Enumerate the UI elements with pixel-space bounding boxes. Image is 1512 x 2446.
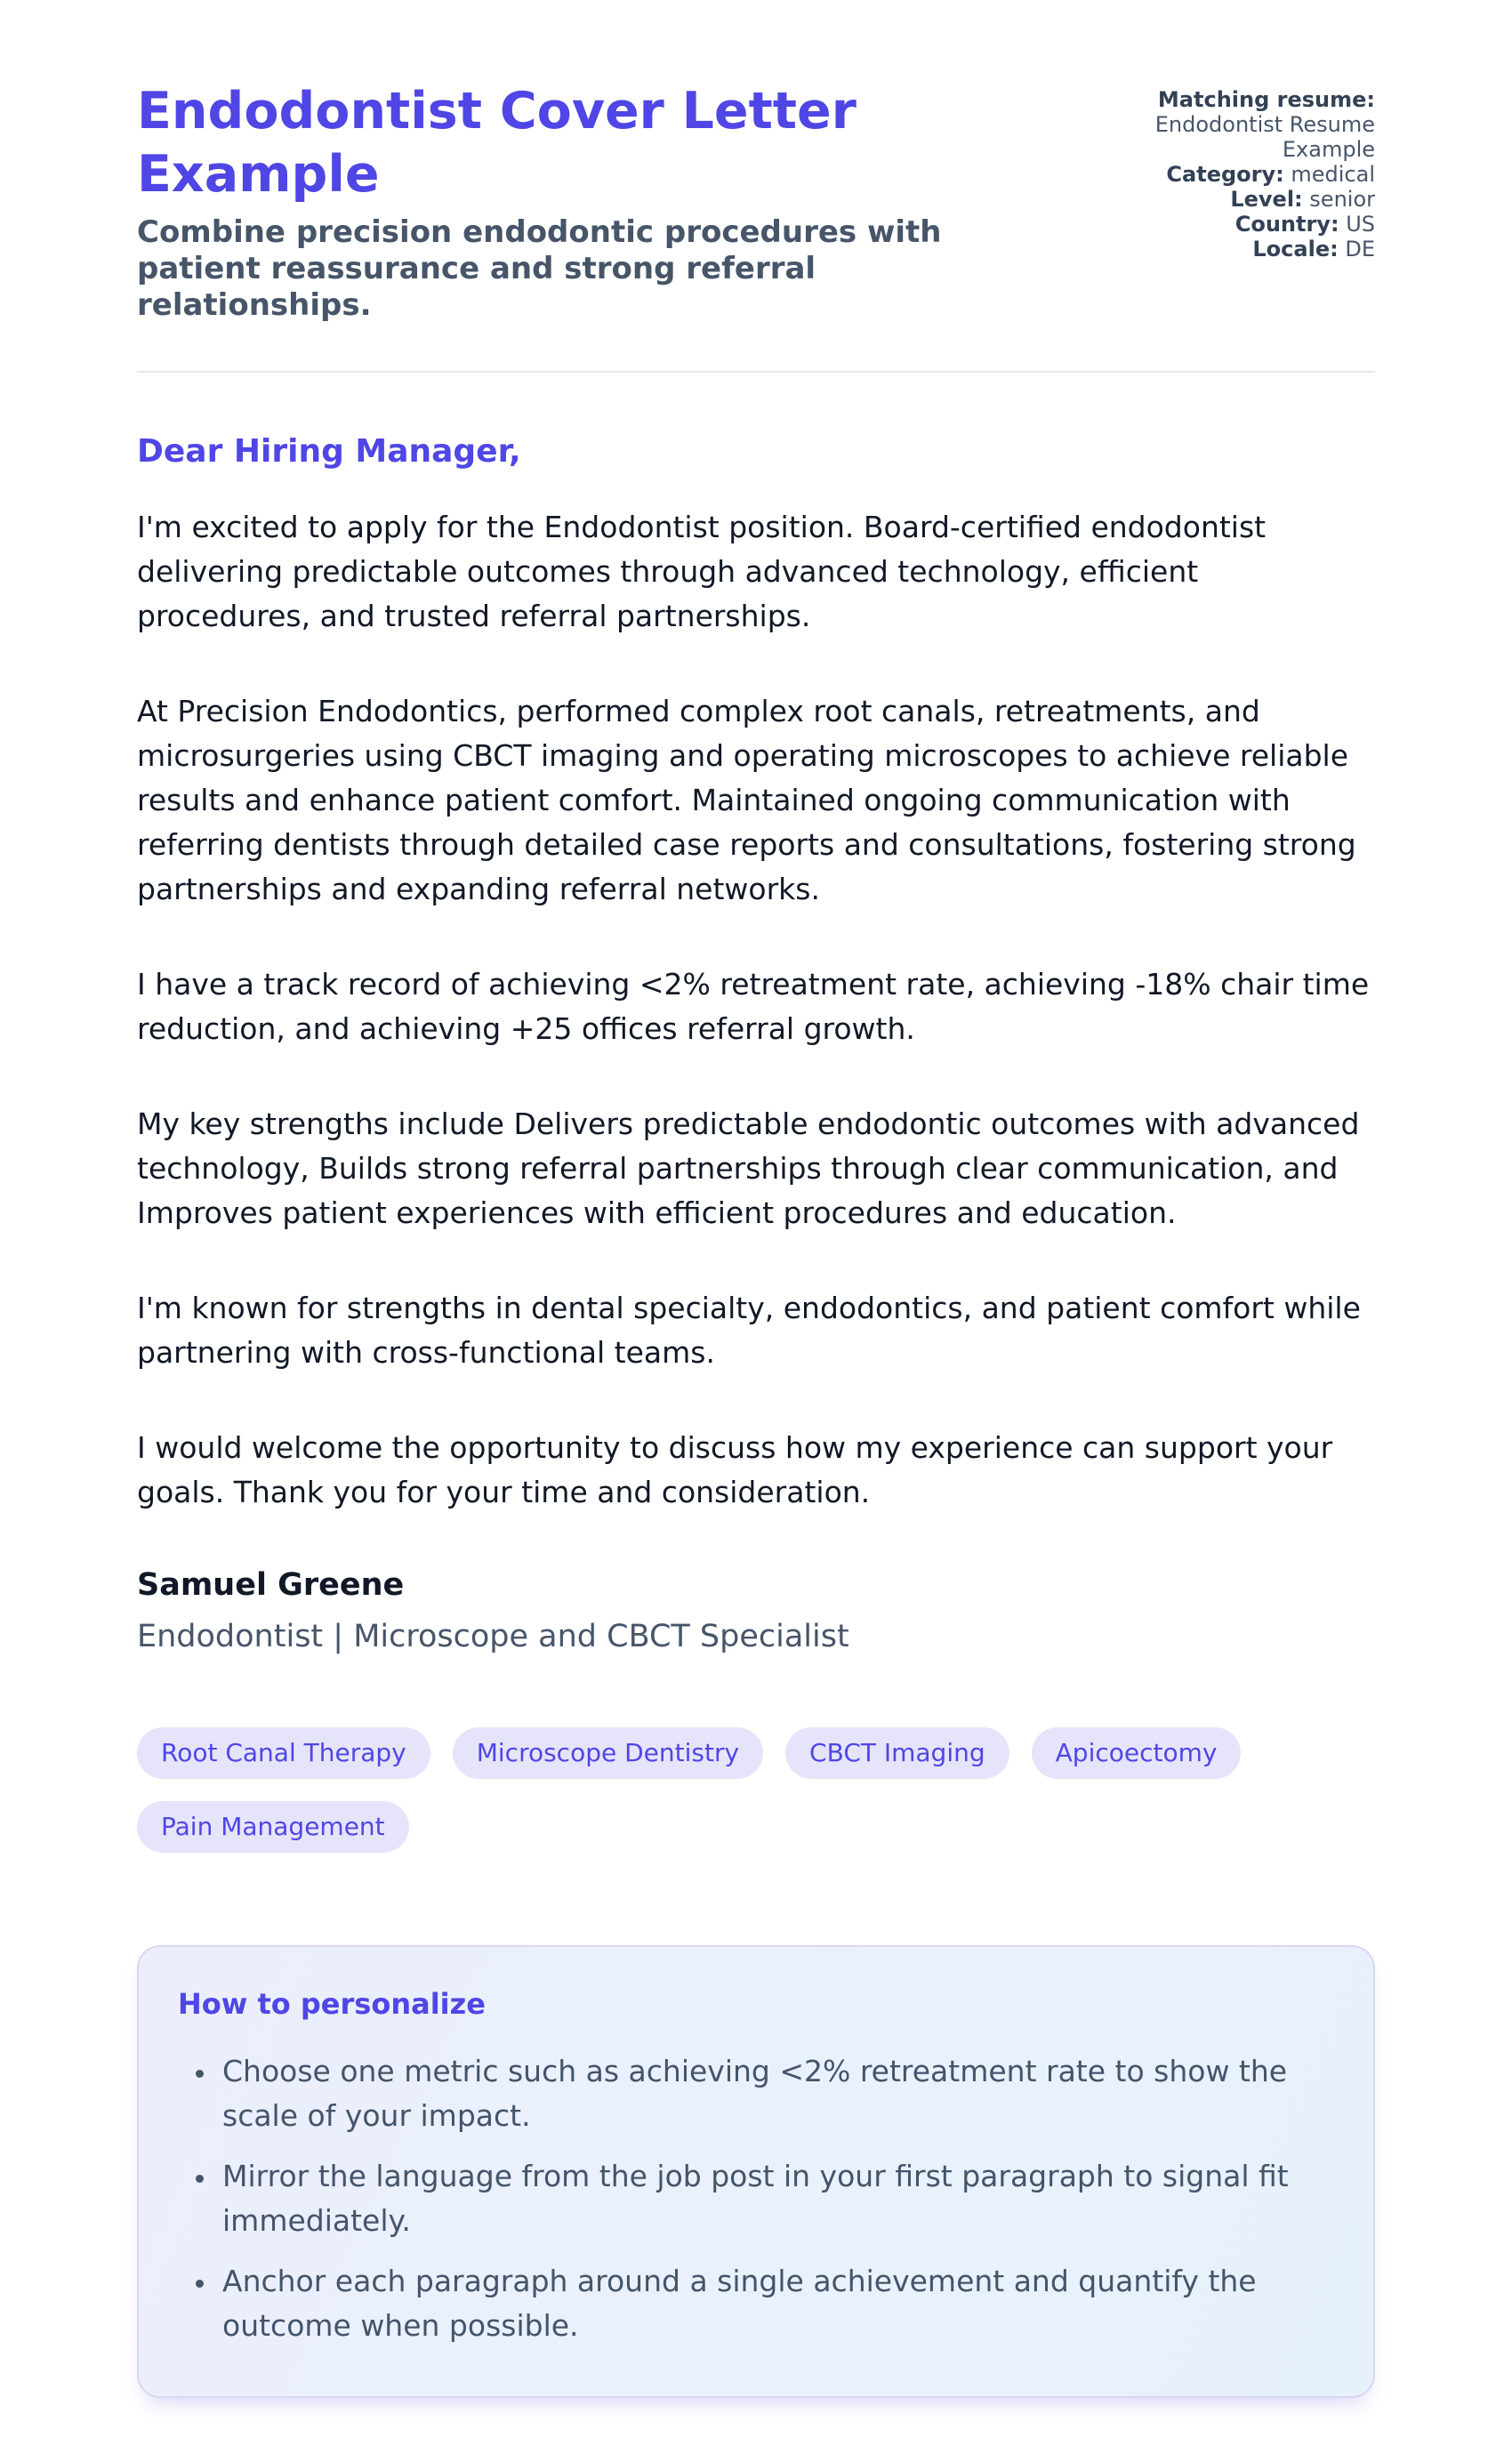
tips-item-3: • Anchor each paragraph around a single achievement and quantify the outcome when possible. — [217, 2259, 1334, 2348]
tips-item-2: • Mirror the language from the job post in your first paragraph to signal fit immediately. — [217, 2154, 1334, 2243]
cover-letter — [137, 373, 1375, 1656]
skill-tag-root-canal-therapy[interactable]: Root Canal Therapy — [137, 1727, 430, 1779]
meta-row-locale: Locale: DE — [1252, 237, 1375, 261]
skill-tags — [137, 1727, 1375, 1853]
tips-list — [178, 2049, 1334, 2348]
header — [137, 80, 1375, 325]
meta-value-country: US — [1346, 212, 1375, 237]
skill-tag-microscope-dentistry[interactable]: Microscope Dentistry — [453, 1727, 763, 1779]
tips-item-1: • Choose one metric such as achieving <2% retreatment rate to show the scale of your impact. — [217, 2049, 1334, 2138]
meta-row-level: Level: senior — [1230, 187, 1375, 212]
meta-row-category: Category: medical — [1166, 162, 1375, 187]
meta-value-category: medical — [1291, 162, 1375, 187]
meta-value-level: senior — [1309, 187, 1375, 212]
skill-tag-apicoectomy[interactable]: Apicoectomy — [1032, 1727, 1242, 1779]
resume-meta — [1108, 87, 1375, 261]
skill-tag-pain-management[interactable]: Pain Management — [137, 1801, 409, 1853]
signature-name: Samuel Greene — [137, 1566, 405, 1603]
tips-heading: How to personalize — [178, 1986, 486, 2021]
header-left — [137, 80, 1004, 325]
letter-paragraph-5: I'm known for strengths in dental specialty, endodontics, and patient comfort while partnering with cross-functional teams. — [137, 1290, 1361, 1370]
meta-matching-label: Matching resume: — [1157, 87, 1375, 112]
signature — [137, 1565, 1375, 1656]
letter-paragraph-1: I'm excited to apply for the Endodontist position. Board-certified endodontist delivering predictable outcomes through advanced technology, efficient procedures, and trusted referral partnerships. — [137, 509, 1267, 633]
letter-paragraph-2: At Precision Endodontics, performed complex root canals, retreatments, and microsurgeries using CBCT imaging and operating microscopes to achieve reliable results and enhance patient comfort. Maintained ongoing communication with referring dentists through detailed case reports and consultations, fostering strong partnerships and expanding referral networks. — [137, 693, 1356, 906]
page-title: Endodontist Cover Letter Example — [137, 82, 857, 205]
letter-paragraph-6: I would welcome the opportunity to discuss how my experience can support your goals. Thank you for your time and consideration. — [137, 1429, 1333, 1509]
greeting: Dear Hiring Manager, — [137, 432, 521, 470]
signature-role: Endodontist | Microscope and CBCT Specialist — [137, 1618, 849, 1654]
meta-matching-value: Endodontist Resume Example — [1154, 112, 1375, 162]
meta-value-locale: DE — [1345, 237, 1375, 261]
skill-tag-cbct-imaging[interactable]: CBCT Imaging — [785, 1727, 1009, 1779]
page-subtitle: Combine precision endodontic procedures with patient reassurance and strong referral relationships. — [137, 213, 942, 324]
letter-paragraph-4: My key strengths include Delivers predictable endodontic outcomes with advanced technology, Builds strong referral partnerships through clear communication, and Improves patient experiences with efficient procedures and education. — [137, 1106, 1360, 1230]
meta-row-country: Country: US — [1235, 212, 1375, 237]
letter-paragraph-3: I have a track record of achieving <2% retreatment rate, achieving -18% chair time reduction, and achieving +25 offices referral growth. — [137, 966, 1370, 1046]
tips-box — [137, 1945, 1375, 2399]
